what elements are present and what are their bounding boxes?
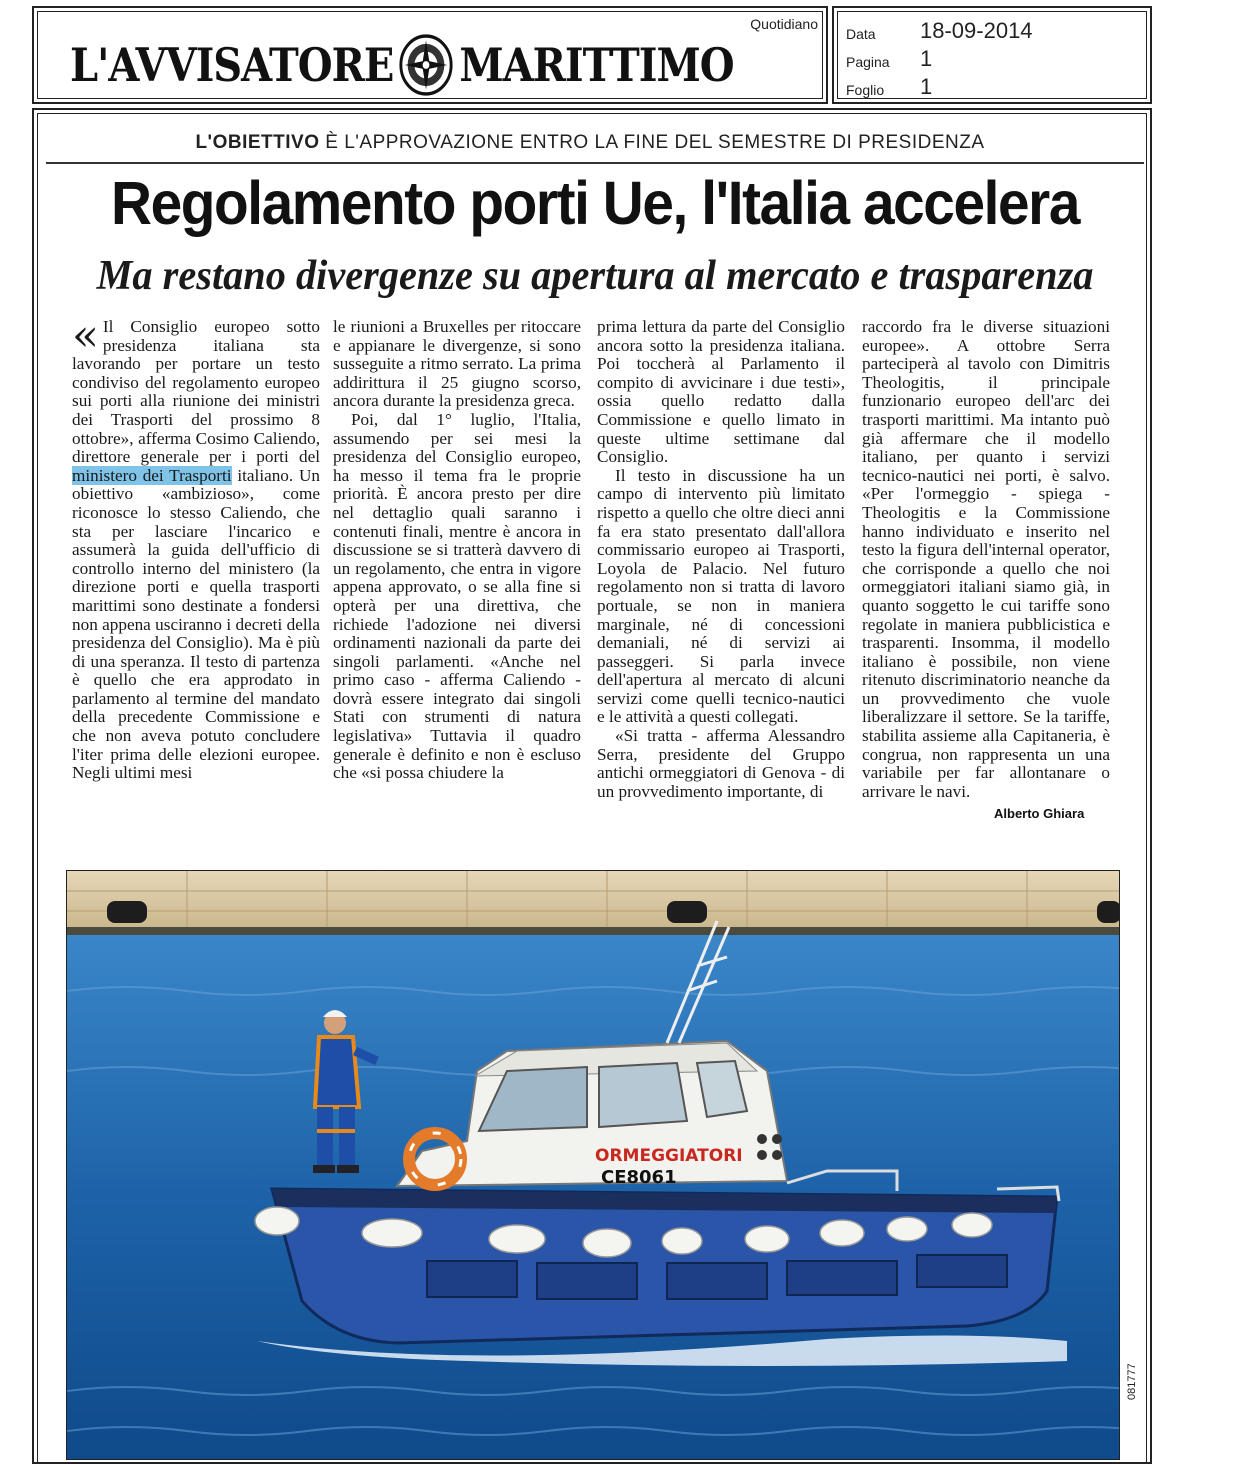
paragraph: prima lettura da parte del Consiglio ancora sotto la presidenza italiana. Poi toccherà al Parlamento il compito di avvicinare i due testi», ossia quello redatto dalla Commissione e quello limato in queste ultime settimane dal Consiglio. bbox=[597, 317, 845, 467]
quay-wall bbox=[67, 871, 1120, 933]
article-column-1 bbox=[72, 310, 320, 783]
col1-text-b: italiano. Un obiettivo «ambizioso», come riconosce lo stesso Caliendo, che sta per lasciare l'incarico e assumerà la guida dell'ufficio di controllo interno del ministero (la direzione porti e quella trasporti marittimi sono destinate a fondersi non appena usciranno i decreti della presidenza del Consiglio). Ma è più di una speranza. Il testo di partenza è quello che era approdato in parlamento al termine del mandato della precedente Commissione e che non aveva potuto concludere l'iter prima delle elezioni europee. Negli ultimi mesi bbox=[72, 465, 320, 783]
article-headline: Regolamento porti Ue, l'Italia accelera bbox=[111, 169, 1079, 237]
article-column-3 bbox=[597, 318, 845, 801]
meta-value: 1 bbox=[920, 74, 933, 99]
publication-type: Quotidiano bbox=[750, 16, 818, 32]
boat-label-text: ORMEGGIATORI bbox=[595, 1146, 743, 1166]
meta-key: Foglio bbox=[846, 82, 885, 98]
boat-photo bbox=[66, 870, 1120, 1460]
paragraph: raccordo fra le diverse situazioni europee». A ottobre Serra parteciperà al tavolo con Dimitris Theologitis, il principale funzionario europeo dell'arc dei trasporti marittimi. Ma intanto può già affermare che il modello italiano, per quanto i servizi tecnico-nautici nei porti, è salvo. «Per l'ormeggio - spiega - Theologitis e la Commissione hanno individuato e inserito nel testo la figura dell'internal operator, che corrisponde a quello che noi ormeggiatori italiani siamo già, in quanto soggetto le cui tariffe sono regolate in maniera pubblicistica e trasparenti. Insomma, il modello italiano è possibile, non viene ritenuto discriminatorio neanche da un provvedimento che vuole liberalizzare il settore. Se la tariffe, stabilita assieme alla Capitaneria, è congrua, non rappresenta un una variabile per far allontanare o arrivare le navi. bbox=[862, 317, 1110, 801]
article-kicker bbox=[40, 132, 1140, 154]
kicker-bold: L'OBIETTIVO bbox=[195, 132, 320, 153]
paragraph: «Si tratta - afferma Alessandro Serra, presidente del Gruppo antichi ormeggiatori di Genova - di un provvedimento importante, di bbox=[597, 726, 845, 801]
opening-quote: « bbox=[72, 310, 99, 361]
author-byline: Alberto Ghiara bbox=[994, 806, 1085, 821]
meta-value: 18-09-2014 bbox=[920, 18, 1033, 43]
compass-emblem-icon bbox=[397, 32, 455, 99]
boat-illustration bbox=[67, 871, 1120, 1460]
col1-text-a: Il Consiglio europeo sotto presidenza italiana sta lavorando per portare un testo condiviso del regolamento europeo sui porti alla riunione dei ministri dei Trasporti del prossimo 8 ottobre», afferma Cosimo Caliendo, direttore generale per i porti del bbox=[72, 317, 320, 467]
meta-key: Pagina bbox=[846, 54, 890, 70]
boat-registration-text: CE8061 bbox=[601, 1167, 677, 1188]
meta-value: 1 bbox=[920, 46, 933, 71]
masthead-box bbox=[32, 6, 828, 104]
article-subhead: Ma restano divergenze su apertura al mercato e trasparenza bbox=[96, 253, 1094, 299]
logo-text-right: MARITTIMO bbox=[459, 37, 734, 93]
logo-text-left: L'AVVISATORE bbox=[70, 37, 394, 93]
kicker-rule bbox=[46, 162, 1144, 164]
kicker-rest: È L'APPROVAZIONE ENTRO LA FINE DEL SEMESTRE DI PRESIDENZA bbox=[319, 132, 985, 153]
meta-key: Data bbox=[846, 26, 876, 42]
meta-box bbox=[832, 6, 1152, 104]
highlighted-term: ministero dei Trasporti bbox=[72, 465, 232, 485]
newspaper-logo bbox=[70, 32, 734, 99]
paragraph bbox=[72, 310, 320, 783]
article-column-4 bbox=[862, 318, 1110, 801]
paragraph: le riunioni a Bruxelles per ritoccare e appianare le divergenze, si sono susseguite a ritmo serrato. La prima addirittura il 25 giugno scorso, ancora durante la presidenza greca. bbox=[333, 317, 581, 411]
paragraph: Poi, dal 1° luglio, l'Italia, assumendo per sei mesi la presidenza del Consiglio europeo, ha messo il tema fra le proprie priorità. È ancora presto per dire nel dettaglio quali saranno i contenuti finali, mentre è ancora in discussione se si tratterà davvero di un regolamento, che entra in vigore appena approvato, o se alla fine si opterà per una direttiva, che richiede l'adozione nei diversi ordinamenti nazionali da parte dei singoli parlamenti. «Anche nel primo caso - afferma Caliendo - dovrà essere integrato dai singoli Stati con strumenti di natura legislativa» Tuttavia il quadro generale è definito e non è escluso che «si possa chiudere la bbox=[333, 409, 581, 783]
paragraph: Il testo in discussione ha un campo di intervento più limitato rispetto a quello che oltre dieci anni fa era stato presentato dall'allora commissario europeo ai Trasporti, Loyola de Palacio. Nel futuro regolamento non si tratta di lavoro portuale, se non in maniera marginale, né di concessioni demaniali, né di servizi ai passeggeri. Si parla invece dell'apertura al mercato di alcuni servizi come quelli tecnico-nautici e le attività a questi collegati. bbox=[597, 465, 845, 727]
article-column-2 bbox=[333, 318, 581, 783]
archive-code: 081777 bbox=[1126, 1363, 1138, 1400]
